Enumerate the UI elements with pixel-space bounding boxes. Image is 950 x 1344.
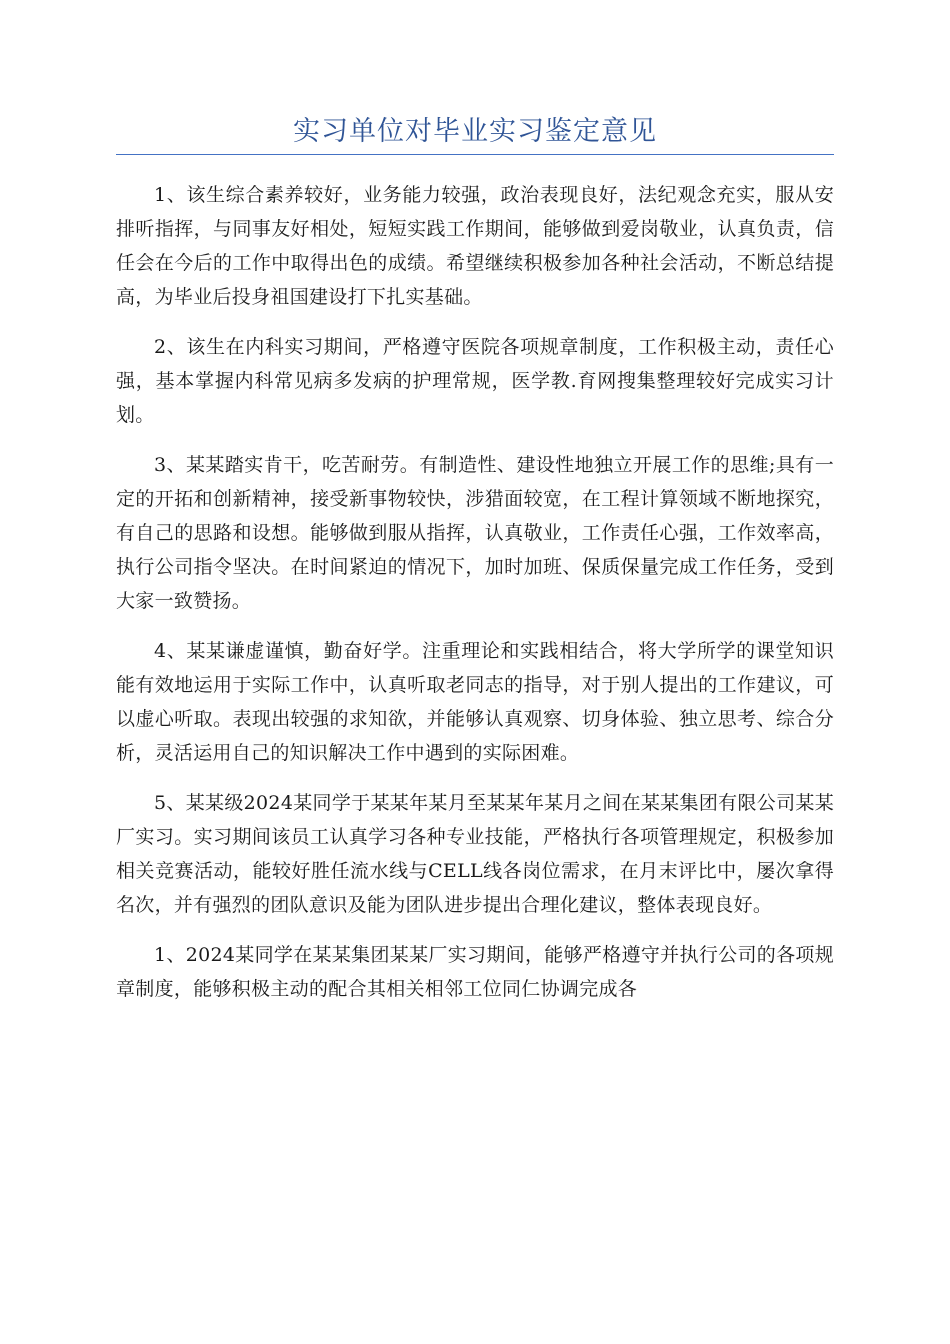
paragraph-4: 4、某某谦虚谨慎，勤奋好学。注重理论和实践相结合，将大学所学的课堂知识能有效地运用于实际工作中，认真听取老同志的指导，对于别人提出的工作建议，可以虚心听取。表现出较强的求知欲，并能够认真观察、切身体验、独立思考、综合分析，灵活运用自己的知识解决工作中遇到的实际困难。: [116, 640, 834, 764]
title-underline: [116, 154, 834, 155]
paragraph-6: 1、2024某同学在某某集团某某厂实习期间，能够严格遵守并执行公司的各项规章制度，能够积极主动的配合其相关相邻工位同仁协调完成各: [116, 944, 834, 1000]
document-body: [116, 178, 834, 1344]
paragraph-2: 2、该生在内科实习期间，严格遵守医院各项规章制度，工作积极主动，责任心强，基本掌握内科常见病多发病的护理常规，医学教.育网搜集整理较好完成实习计划。: [116, 336, 834, 426]
paragraph-1: 1、该生综合素养较好，业务能力较强，政治表现良好，法纪观念充实，服从安排听指挥，与同事友好相处，短短实践工作期间，能够做到爱岗敬业，认真负责，信任会在今后的工作中取得出色的成绩。希望继续积极参加各种社会活动，不断总结提高，为毕业后投身祖国建设打下扎实基础。: [116, 184, 834, 308]
paragraph-3: 3、某某踏实肯干，吃苦耐劳。有制造性、建设性地独立开展工作的思维;具有一定的开拓和创新精神，接受新事物较快，涉猎面较宽，在工程计算领域不断地探究，有自己的思路和设想。能够做到服从指挥，认真敬业，工作责任心强，工作效率高，执行公司指令坚决。在时间紧迫的情况下，加时加班、保质保量完成工作任务，受到大家一致赞扬。: [116, 454, 834, 612]
document-title: 实习单位对毕业实习鉴定意见: [293, 116, 657, 147]
paragraph-5: 5、某某级2024某同学于某某年某月至某某年某月之间在某某集团有限公司某某厂实习。实习期间该员工认真学习各种专业技能，严格执行各项管理规定，积极参加相关竞赛活动，能较好胜任流水线与CELL线各岗位需求，在月末评比中，屡次拿得名次，并有强烈的团队意识及能为团队进步提出合理化建议，整体表现良好。: [116, 792, 834, 916]
